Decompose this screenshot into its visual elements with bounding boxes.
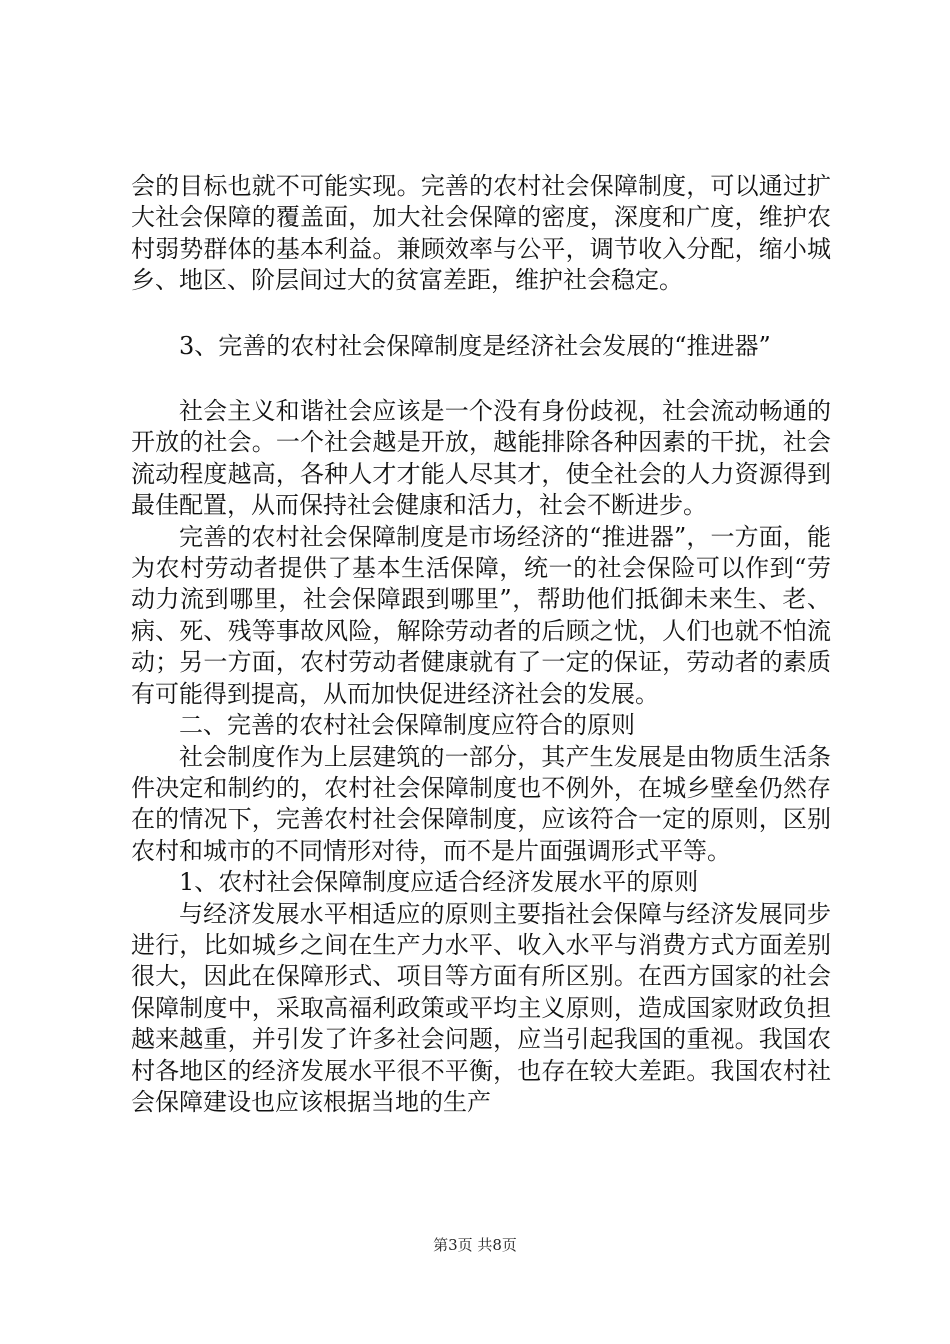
paragraph-open-society: 社会主义和谐社会应该是一个没有身份歧视，社会流动畅通的开放的社会。一个社会越是开放，越能排除各种因素的干扰，社会流动程度越高，各种人才才能人尽其才，使全社会的人力资源得到最佳配置，从而保持社会健康和活力，社会不断进步。 <box>131 397 831 520</box>
paragraph-market-propeller: 完善的农村社会保障制度是市场经济的“推进器”，一方面，能为农村劳动者提供了基本生活保障，统一的社会保险可以作到“劳动力流到哪里，社会保障跟到哪里”，帮助他们抵御未来生、老、病、死、残等事故风险，解除劳动者的后顾之忧，人们也就不怕流动；另一方面，农村劳动者健康就有了一定的保证，劳动者的素质有可能得到提高，从而加快促进经济社会的发展。 <box>131 522 831 708</box>
paragraph-social-system: 社会制度作为上层建筑的一部分，其产生发展是由物质生活条件决定和制约的，农村社会保障制度也不例外，在城乡壁垒仍然存在的情况下，完善农村社会保障制度，应该符合一定的原则，区别农村和城市的不同情形对待，而不是片面强调形式平等。 <box>131 742 831 865</box>
page-number-footer: 第3页 共8页 <box>433 1236 517 1254</box>
section-heading-3: 3、完善的农村社会保障制度是经济社会发展的“推进器” <box>179 331 771 360</box>
paragraph-continuation: 会的目标也就不可能实现。完善的农村社会保障制度，可以通过扩大社会保障的覆盖面，加大社会保障的密度，深度和广度，维护农村弱势群体的基本利益。兼顾效率与公平，调节收入分配，缩小城乡、地区、阶层间过大的贫富差距，维护社会稳定。 <box>131 172 831 295</box>
paragraph-economic-level: 与经济发展水平相适应的原则主要指社会保障与经济发展同步进行，比如城乡之间在生产力水平、收入水平与消费方式方面差别很大，因此在保障形式、项目等方面有所区别。在西方国家的社会保障制度中，采取高福利政策或平均主义原则，造成国家财政负担越来越重，并引发了许多社会问题，应当引起我国的重视。我国农村各地区的经济发展水平很不平衡，也存在较大差距。我国农村社会保障建设也应该根据当地的生产 <box>131 899 831 1116</box>
section-heading-principles: 二、完善的农村社会保障制度应符合的原则 <box>179 711 635 740</box>
document-body <box>131 171 831 1118</box>
section-heading-1: 1、农村社会保障制度应适合经济发展水平的原则 <box>179 868 699 897</box>
